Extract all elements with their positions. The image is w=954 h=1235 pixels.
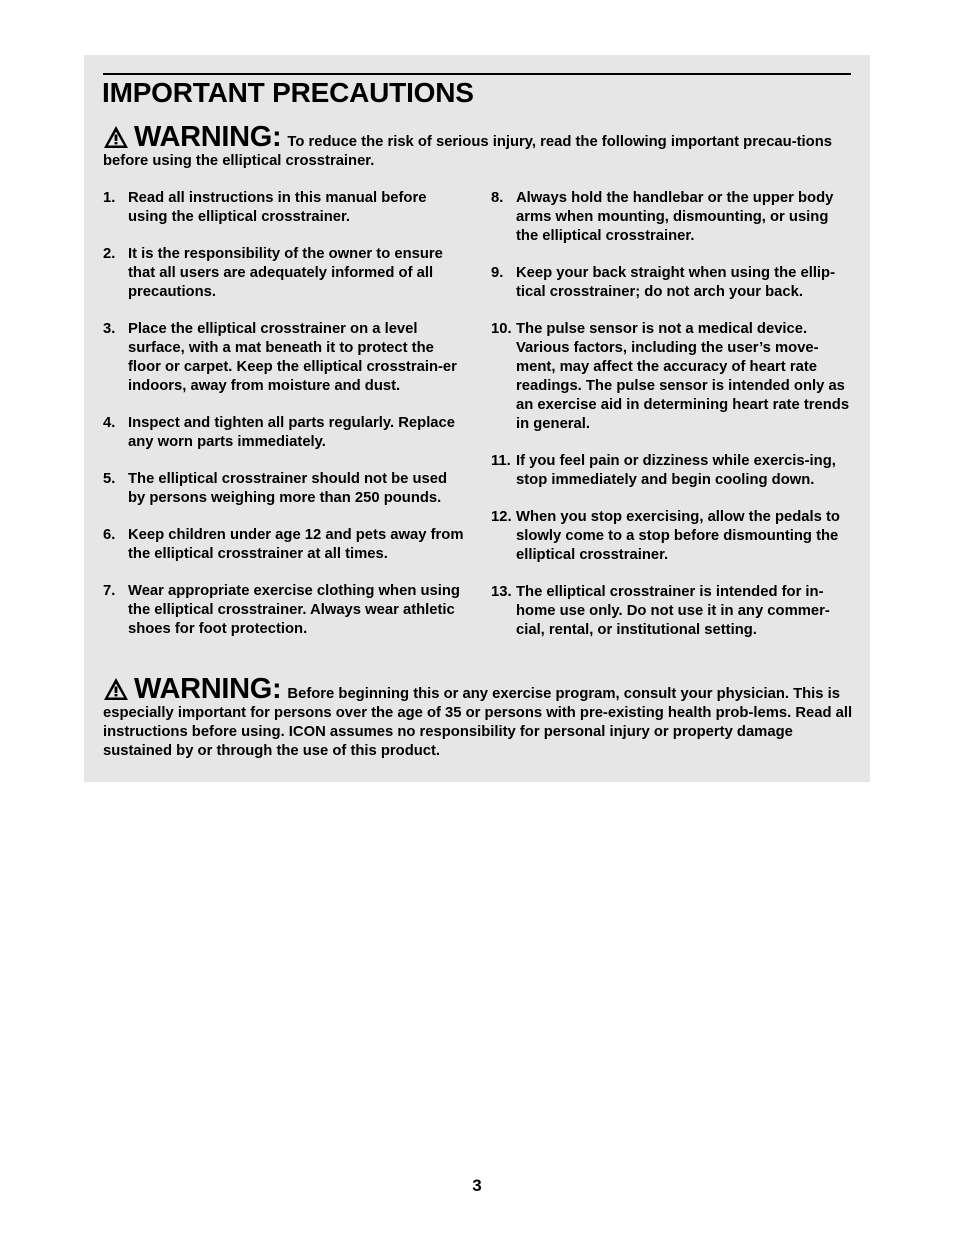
item-text: If you feel pain or dizziness while exercis-ing, stop immediately and begin cooling down. xyxy=(516,453,836,488)
precautions-list-left xyxy=(103,189,468,657)
list-item xyxy=(103,245,468,302)
warning-top-label: WARNING: xyxy=(134,121,282,153)
list-item xyxy=(103,582,468,639)
warning-top xyxy=(103,122,853,171)
item-text: The elliptical crosstrainer should not be used by persons weighing more than 250 pounds. xyxy=(128,471,448,506)
item-number: 4. xyxy=(103,415,116,431)
warning-bottom xyxy=(103,674,853,761)
item-text: It is the responsibility of the owner to ensure that all users are adequately informed of all precautions. xyxy=(128,246,443,300)
item-number: 13. xyxy=(491,584,512,600)
item-text: Always hold the handlebar or the upper body arms when mounting, dismounting, or using the elliptical crosstrainer. xyxy=(516,190,834,244)
list-item xyxy=(491,508,853,565)
item-number: 1. xyxy=(103,190,116,206)
list-item xyxy=(103,526,468,564)
item-number: 3. xyxy=(103,321,116,337)
list-item xyxy=(491,189,853,246)
item-text: The pulse sensor is not a medical device. Various factors, including the user’s move-ment, may affect the accuracy of heart rate readings. The pulse sensor is intended only as an exercise aid in determining heart rate trends in general. xyxy=(516,321,850,432)
item-number: 12. xyxy=(491,509,512,525)
page-number: 3 xyxy=(472,1176,482,1195)
warning-bottom-text: Before beginning this or any exercise program, consult your physician. This is especially important for persons over the age of 35 or persons with pre-existing health prob-lems. Read all instructions before using. ICON assumes no responsibility for personal injury or property damage sustained by or through the use of this product. xyxy=(103,686,853,759)
item-number: 10. xyxy=(491,321,512,337)
item-number: 8. xyxy=(491,190,504,206)
item-text: Wear appropriate exercise clothing when using the elliptical crosstrainer. Always wear athletic shoes for foot protection. xyxy=(128,583,460,637)
item-text: Keep children under age 12 and pets away from the elliptical crosstrainer at all times. xyxy=(128,527,464,562)
list-item xyxy=(103,189,468,227)
list-item xyxy=(491,452,853,490)
warning-triangle-icon xyxy=(103,125,129,149)
item-number: 7. xyxy=(103,583,116,599)
list-item xyxy=(491,264,853,302)
item-text: Keep your back straight when using the ellip-tical crosstrainer; do not arch your back. xyxy=(516,265,836,300)
precautions-list-right xyxy=(491,189,853,658)
list-item xyxy=(103,414,468,452)
title-rule xyxy=(103,73,851,75)
item-text: Place the elliptical crosstrainer on a level surface, with a mat beneath it to protect the floor or carpet. Keep the elliptical crosstrain-er indoors, away from moisture and dust. xyxy=(128,321,457,394)
item-number: 5. xyxy=(103,471,116,487)
item-text: The elliptical crosstrainer is intended for in-home use only. Do not use it in any commer-cial, rental, or institutional setting. xyxy=(516,584,830,638)
warning-bottom-label: WARNING: xyxy=(134,673,282,705)
list-item xyxy=(103,470,468,508)
item-number: 9. xyxy=(491,265,504,281)
list-item xyxy=(491,583,853,640)
item-number: 6. xyxy=(103,527,116,543)
page-title: IMPORTANT PRECAUTIONS xyxy=(102,77,474,108)
item-number: 11. xyxy=(491,453,511,469)
item-number: 2. xyxy=(103,246,116,262)
item-text: Inspect and tighten all parts regularly. Replace any worn parts immediately. xyxy=(128,415,455,450)
item-text: Read all instructions in this manual before using the elliptical crosstrainer. xyxy=(128,190,427,225)
warning-top-text: To reduce the risk of serious injury, read the following important precau-tions before using the elliptical crosstrainer. xyxy=(103,134,832,169)
warning-triangle-icon xyxy=(103,677,129,701)
item-text: When you stop exercising, allow the pedals to slowly come to a stop before dismounting the elliptical crosstrainer. xyxy=(516,509,840,563)
list-item xyxy=(103,320,468,396)
list-item xyxy=(491,320,853,434)
warning-top-heading xyxy=(103,121,287,153)
warning-bottom-heading xyxy=(103,673,287,705)
